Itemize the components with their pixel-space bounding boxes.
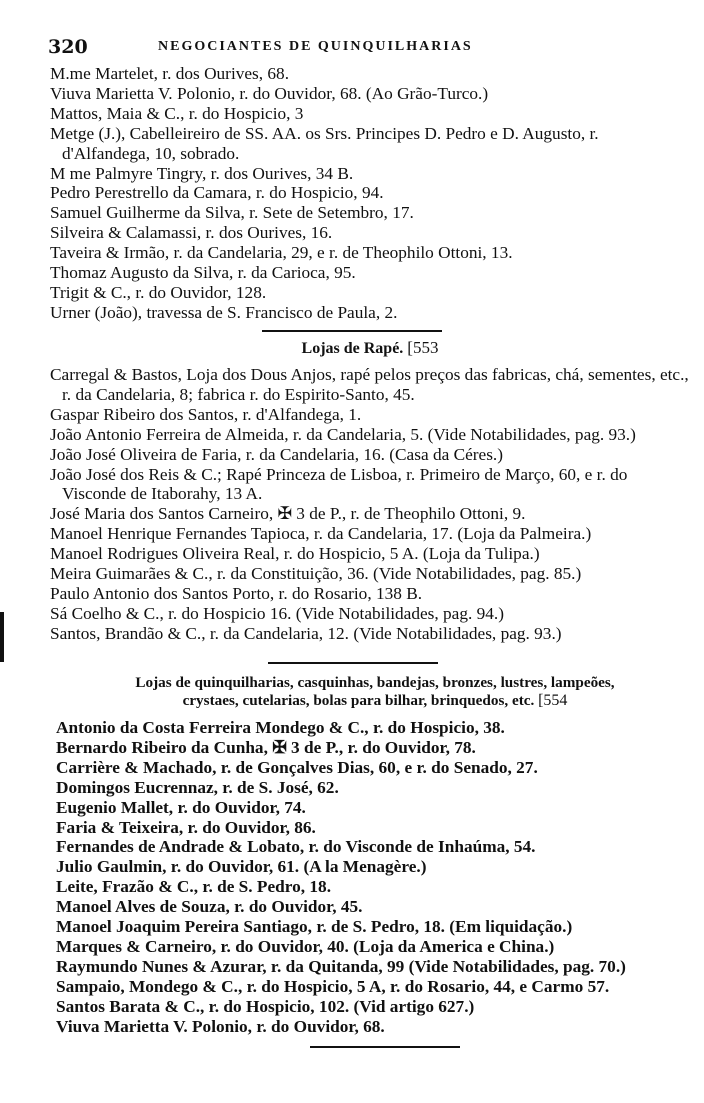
page-header (48, 36, 688, 58)
section-heading-line-2 (70, 692, 680, 710)
list-item: Urner (João), travessa de S. Francisco de Paula, 2. (50, 302, 398, 322)
list-item: Faria & Teixeira, r. do Ouvidor, 86. (56, 817, 316, 837)
list-item: M me Palmyre Tingry, r. dos Ourives, 34 B. (50, 163, 354, 183)
entry-list-rape (50, 365, 690, 644)
list-item: Santos, Brandão & C., r. da Candelaria, 12. (Vide Notabilidades, pag. 93.) (50, 623, 562, 643)
section-heading-quinquilharias (70, 674, 680, 710)
list-item: Silveira & Calamassi, r. dos Ourives, 16. (50, 223, 333, 243)
list-item: Antonio da Costa Ferreira Mondego & C., r. do Hospicio, 38. (56, 718, 505, 737)
list-item: João Antonio Ferreira de Almeida, r. da Candelaria, 5. (Vide Notabilidades, pag. 93.) (50, 424, 636, 444)
list-item: Carrière & Machado, r. de Gonçalves Dias, 60, e r. do Senado, 27. (56, 757, 538, 777)
list-item: Leite, Frazão & C., r. de S. Pedro, 18. (56, 877, 332, 897)
list-item: Taveira & Irmão, r. da Candelaria, 29, e r. de Theophilo Ottoni, 13. (50, 243, 513, 263)
list-item: Bernardo Ribeiro da Cunha, ✠ 3 de P., r. do Ouvidor, 78. (56, 737, 476, 757)
list-item: José Maria dos Santos Carneiro, ✠ 3 de P., r. de Theophilo Ottoni, 9. (50, 504, 526, 524)
list-item: Carregal & Bastos, Loja dos Dous Anjos, rapé pelos preços das fabricas, chá, sementes, etc., r. da Candelaria, 8; fabrica r. do Espirito-Santo, 45. (50, 365, 689, 404)
list-item: Viuva Marietta V. Polonio, r. do Ouvidor, 68. (56, 1016, 385, 1036)
list-item: Sampaio, Mondego & C., r. do Hospicio, 5 A, r. do Rosario, 44, e Carmo 57. (56, 976, 610, 996)
list-item: M.me Martelet, r. dos Ourives, 68. (50, 64, 290, 83)
list-item: Gaspar Ribeiro dos Santos, r. d'Alfandega, 1. (50, 404, 362, 424)
list-item: Manoel Alves de Souza, r. do Ouvidor, 45. (56, 897, 363, 917)
section-heading-text: Lojas de Rapé. (301, 340, 404, 357)
scan-edge-mark (0, 612, 4, 662)
section-heading-line: Lojas de quinquilharias, casquinhas, bandejas, bronzes, lustres, lampeões, (135, 674, 615, 691)
list-item: João José dos Reis & C.; Rapé Princeza de Lisboa, r. Primeiro de Março, 60, e r. do Visconde de Itaborahy, 13 A. (50, 464, 628, 504)
list-item: Fernandes de Andrade & Lobato, r. do Visconde de Inhaúma, 54. (56, 837, 536, 857)
list-item: Domingos Eucrennaz, r. de S. José, 62. (56, 777, 339, 797)
list-item: Julio Gaulmin, r. do Ouvidor, 61. (A la Menagère.) (56, 857, 427, 877)
list-item: Trigit & C., r. do Ouvidor, 128. (50, 282, 267, 302)
entry-list-continued (50, 64, 690, 323)
section-ref: [553 (407, 338, 439, 357)
list-item: Manoel Rodrigues Oliveira Real, r. do Hospicio, 5 A. (Loja da Tulipa.) (50, 544, 540, 564)
list-item: Viuva Marietta V. Polonio, r. do Ouvidor, 68. (Ao Grão-Turco.) (50, 83, 489, 103)
list-item: Sá Coelho & C., r. do Hospicio 16. (Vide Notabilidades, pag. 94.) (50, 603, 504, 623)
running-title: NEGOCIANTES DE QUINQUILHARIAS (158, 39, 473, 54)
section-ref: [554 (538, 692, 568, 709)
list-item: João José Oliveira de Faria, r. da Candelaria, 16. (Casa da Céres.) (50, 444, 503, 464)
list-item: Metge (J.), Cabelleireiro de SS. AA. os Srs. Principes D. Pedro e D. Augusto, r. d'Alfandega, 10, sobrado. (50, 123, 599, 163)
list-item: Marques & Carneiro, r. do Ouvidor, 40. (Loja da America e China.) (56, 936, 555, 956)
list-item: Manoel Joaquim Pereira Santiago, r. de S. Pedro, 18. (Em liquidação.) (56, 917, 573, 937)
list-item: Thomaz Augusto da Silva, r. da Carioca, 95. (50, 263, 356, 283)
list-item: Meira Guimarães & C., r. da Constituição, 36. (Vide Notabilidades, pag. 85.) (50, 564, 582, 584)
section-heading-text: crystaes, cutelarias, bolas para bilhar, brinquedos, etc. (182, 692, 535, 709)
list-item: Mattos, Maia & C., r. do Hospicio, 3 (50, 103, 304, 123)
list-item: Paulo Antonio dos Santos Porto, r. do Rosario, 138 B. (50, 583, 423, 603)
list-item: Santos Barata & C., r. do Hospicio, 102. (Vid artigo 627.) (56, 996, 475, 1016)
section-divider (310, 1046, 460, 1048)
section-divider (268, 662, 438, 664)
list-item: Samuel Guilherme da Silva, r. Sete de Setembro, 17. (50, 203, 414, 223)
section-heading-rape (50, 338, 690, 359)
list-item: Raymundo Nunes & Azurar, r. da Quitanda, 99 (Vide Notabilidades, pag. 70.) (56, 956, 626, 976)
list-item: Manoel Henrique Fernandes Tapioca, r. da Candelaria, 17. (Loja da Palmeira.) (50, 524, 592, 544)
entry-list-quinquilharias (56, 718, 696, 1037)
section-divider (262, 330, 442, 332)
list-item: Pedro Perestrello da Camara, r. do Hospicio, 94. (50, 183, 384, 203)
page-number: 320 (48, 36, 88, 58)
list-item: Eugenio Mallet, r. do Ouvidor, 74. (56, 797, 306, 817)
